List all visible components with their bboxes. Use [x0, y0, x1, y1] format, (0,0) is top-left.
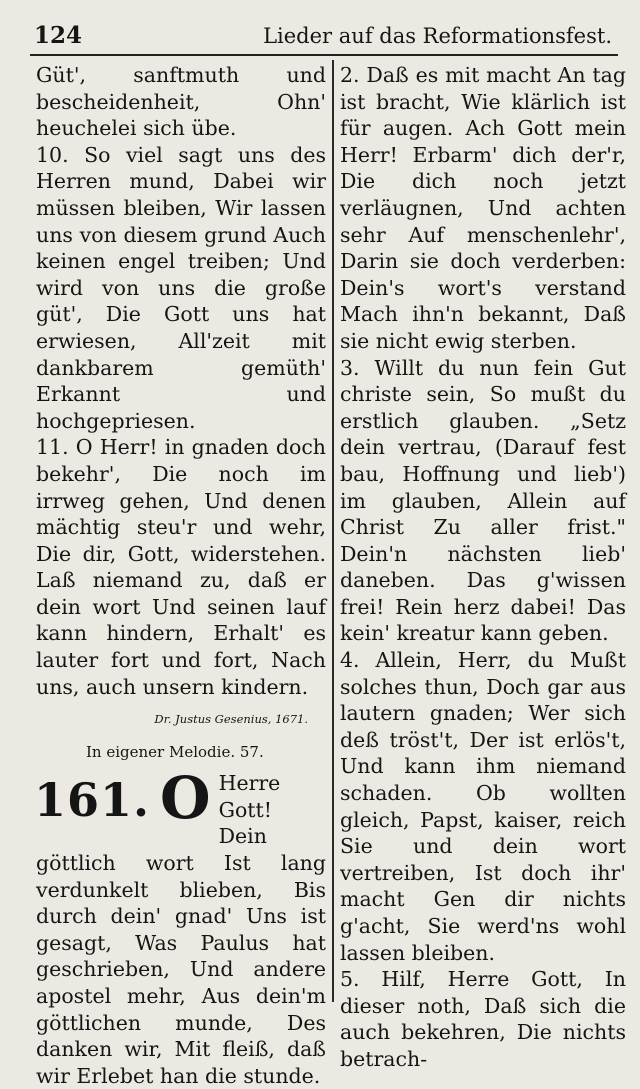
- verse-4: 4. Allein, Herr, du Mußt solches thun, Doch gar aus lautern gnaden; Wer sich deß tröst't, Der ist erlös't, Und kann ihm niemand schaden. Ob wollten gleich, Papst, kaiser, reich Sie und dein wort vertreiben, Ist doch ihr' macht Gen dir nichts g'acht, Sie werd'ns wohl lassen bleiben.: [340, 648, 626, 965]
- page-header: [30, 20, 618, 56]
- verse-5: 5. Hilf, Herre Gott, In dieser noth, Daß sich die auch bekehren, Die nichts betrach-: [340, 967, 626, 1071]
- left-column: [36, 62, 326, 1089]
- verse-11: 11. O Herr! in gnaden doch bekehr', Die noch im irrweg gehen, Und denen mächtig steu'r und wehr, Die dir, Gott, widerstehen. Laß niemand zu, daß er dein wort Und seinen lauf kann hindern, Erhalt' es lauter fort und fort, Nach uns, auch unsern kindern.: [36, 435, 326, 699]
- running-title: Lieder auf das Reformationsfest.: [263, 24, 612, 48]
- verse-continuation: Güt', sanftmuth und bescheidenheit, Ohn' heuchelei sich übe.: [36, 63, 326, 141]
- right-column: [340, 62, 626, 1073]
- verse-2: 2. Daß es mit macht An tag ist bracht, Wie klärlich ist für augen. Ach Gott mein Herr! Erbarm' dich der'r, Die dich noch jetzt verläugnen, Und achten sehr Auf menschenlehr', Darin sie doch verderben: Dein's wort's verstand Mach ihn'n bekannt, Daß sie nicht ewig sterben.: [340, 63, 626, 353]
- hymn-161: [34, 764, 326, 1089]
- hymn-161-verse-1: Herre Gott! Dein göttlich wort Ist lang verdunkelt blieben, Bis durch dein' gnad' Uns ist gesagt, Was Paulus hat geschrieben, Und andere apostel mehr, Aus dein'm göttlichen munde, Des danken wir, Mit fleiß, daß wir Erlebet han die stunde.: [36, 771, 326, 1088]
- hymn-number: 161.: [34, 773, 151, 828]
- drop-cap: O: [160, 764, 211, 833]
- page-number: 124: [34, 22, 83, 49]
- melody-note: In eigener Melodie. 57.: [86, 743, 264, 762]
- author-attribution: Dr. Justus Gesenius, 1671.: [154, 712, 308, 727]
- column-divider: [332, 60, 334, 1002]
- verse-3: 3. Willt du nun fein Gut christe sein, So mußt du erstlich glauben. „Setz dein vertrau, (Darauf fest bau, Hoffnung und lieb') im glauben, Allein auf Christ Zu aller frist." Dein'n nächsten lieb' daneben. Das g'wissen frei! Rein herz dabei! Das kein' kreatur kann geben.: [340, 355, 626, 646]
- verse-10: 10. So viel sagt uns des Herren mund, Dabei wir müssen bleiben, Wir lassen uns von diesem grund Auch keinen engel treiben; Und wird von uns die große güt', Die Gott uns hat erwiesen, All'zeit mit dankbarem gemüth' Erkannt und hochgepriesen.: [36, 142, 326, 433]
